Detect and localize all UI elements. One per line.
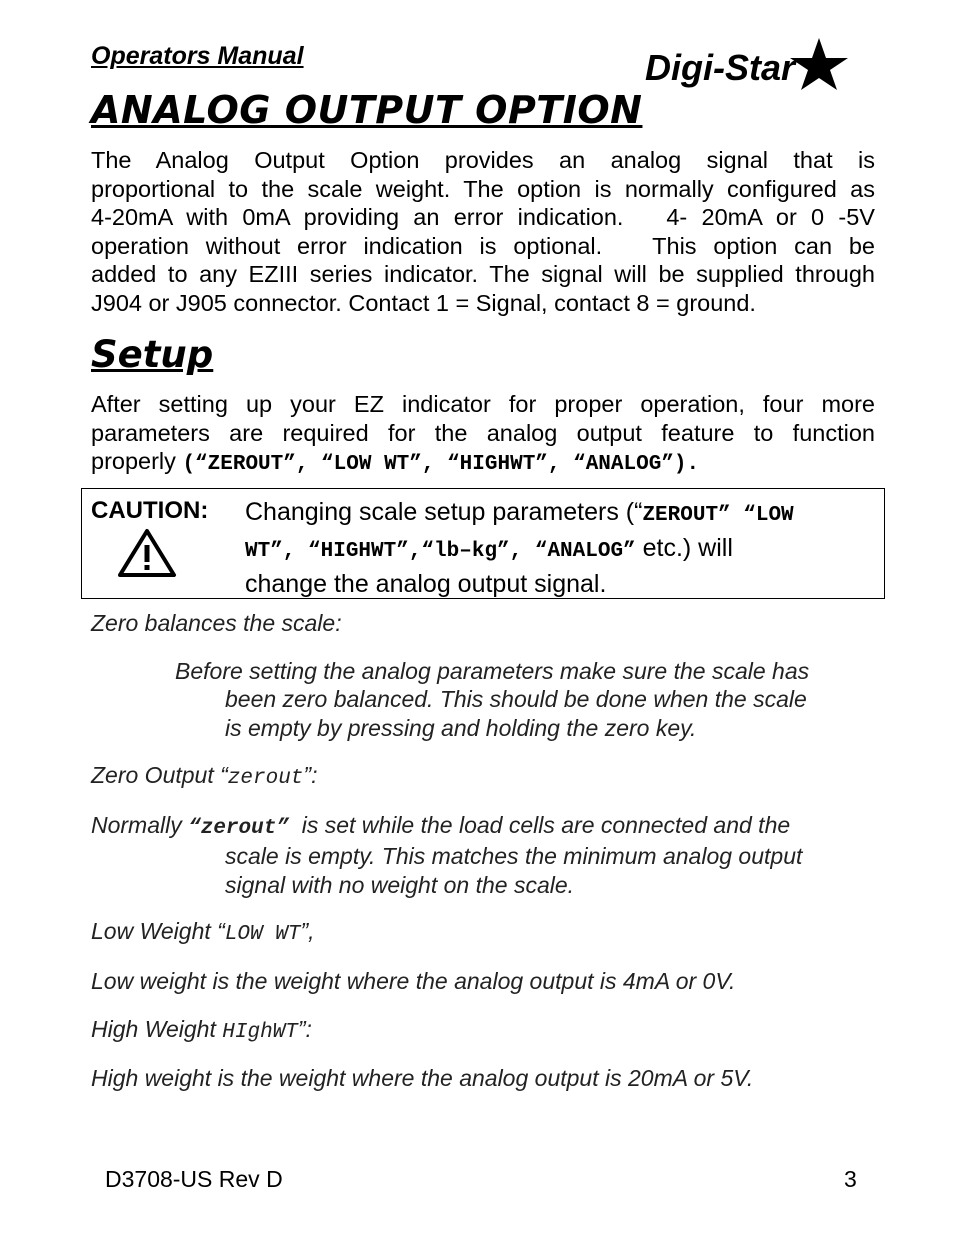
label-text: ”: — [297, 1016, 312, 1042]
parameter-code: WT”, “HIGHWT”,“lb–kg”, “ANALOG” — [245, 540, 636, 563]
section-heading-analog-output: ANALOG OUTPUT OPTION — [91, 88, 643, 132]
body-line: parameters are required for the analog output feature to function — [91, 419, 875, 446]
page-number: 3 — [844, 1166, 857, 1192]
caution-text: Changing scale setup parameters (“ — [245, 498, 643, 526]
manual-title: Operators Manual — [91, 42, 304, 70]
digi-star-logo — [643, 36, 853, 92]
zero-output-text: signal with no weight on the scale. — [225, 872, 575, 898]
caution-message — [245, 496, 865, 600]
body-line: After setting up your EZ indicator for proper operation, four more — [91, 391, 875, 417]
warning-triangle-icon — [117, 528, 177, 578]
body-line: added to any EZIII series indicator. The signal will be supplied through — [91, 261, 875, 288]
parameter-list: (“ZEROUT”, “LOW WT”, “HIGHWT”, “ANALOG”). — [182, 453, 700, 477]
parameter-code: ZEROUT” “LOW — [642, 504, 794, 527]
setup-description — [91, 390, 875, 480]
svg-text:Digi-Star: Digi-Star — [645, 47, 797, 88]
document-number: D3708-US Rev D — [105, 1166, 283, 1192]
label-text: is set while the load cells are connected and the — [288, 812, 791, 838]
body-line: operation without error indication is optional. This option can be — [91, 232, 875, 259]
parameter-code: “zerout” — [188, 817, 289, 840]
section-heading-setup: Setup — [91, 333, 214, 376]
label-text: Normally — [91, 812, 189, 838]
caution-label: CAUTION: — [91, 497, 209, 524]
zero-balance-text: been zero balanced. This should be done when the scale — [225, 686, 807, 712]
body-text: properly — [91, 448, 183, 475]
caution-line — [245, 532, 865, 568]
low-weight-text: Low weight is the weight where the analog output is 4mA or 0V. — [91, 968, 736, 994]
caution-text: etc.) will — [635, 534, 733, 562]
zero-output-title — [91, 762, 317, 790]
zero-balance-text: is empty by pressing and holding the zero key. — [225, 715, 697, 741]
zero-output-text: scale is empty. This matches the minimum analog output — [225, 843, 803, 869]
caution-line — [245, 496, 865, 532]
body-line — [91, 447, 875, 480]
analog-output-description — [91, 146, 875, 318]
label-text: ”: — [303, 762, 318, 788]
body-line: 4-20mA with 0mA providing an error indication. 4- 20mA or 0 -5V — [91, 204, 875, 231]
body-line: The Analog Output Option provides an analog signal that is — [91, 147, 875, 173]
high-weight-text: High weight is the weight where the analog output is 20mA or 5V. — [91, 1065, 754, 1091]
high-weight-title — [91, 1016, 312, 1044]
caution-line: change the analog output signal. — [245, 570, 607, 598]
zero-balance-text: Before setting the analog parameters make sure the scale has — [175, 658, 810, 684]
label-text: Low Weight “ — [91, 918, 225, 944]
zero-output-text — [91, 812, 790, 840]
body-line: proportional to the scale weight. The option is normally configured as — [91, 175, 875, 202]
zero-balance-title: Zero balances the scale: — [91, 610, 342, 636]
label-text: High Weight — [91, 1016, 223, 1042]
parameter-code: zerout — [227, 767, 304, 790]
body-line: J904 or J905 connector. Contact 1 = Signal, contact 8 = ground. — [91, 289, 756, 316]
low-weight-title — [91, 918, 315, 946]
parameter-code: HIghWT — [222, 1021, 298, 1044]
parameter-code: LOW WT — [224, 923, 301, 946]
label-text: ”, — [300, 918, 315, 944]
label-text: Zero Output “ — [91, 762, 228, 788]
